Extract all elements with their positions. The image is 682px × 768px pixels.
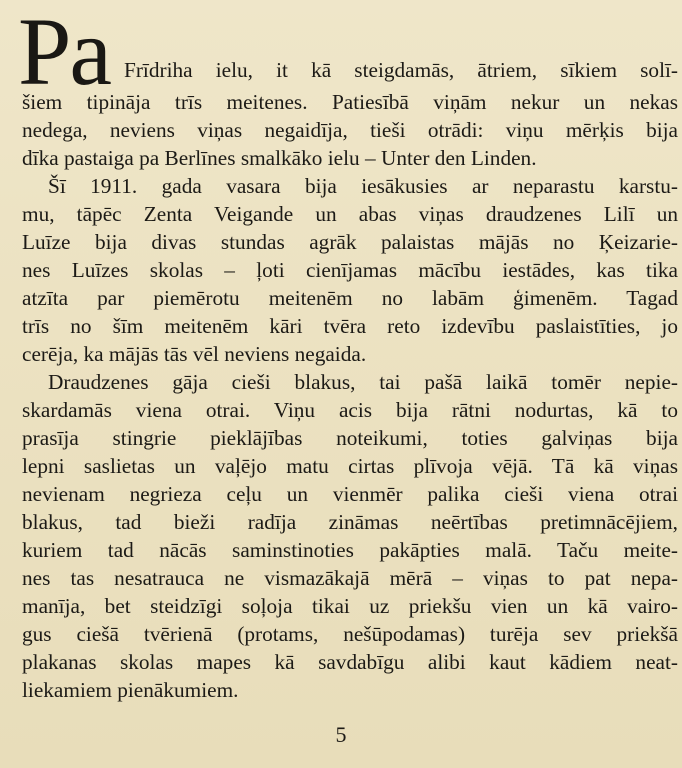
text-line: skardamās viena otrai. Viņu acis bija rātni nodurtas, kā to xyxy=(22,398,678,422)
text-line: lepni saslietas un vaļējo matu cirtas plīvoja vējā. Tā kā viņas xyxy=(22,454,678,478)
text-line: dīka pastaiga pa Berlīnes smalkāko ielu – Unter den Linden. xyxy=(22,146,537,170)
text-line: nes Luīzes skolas – ļoti cienījamas mācību iestādes, kas tika xyxy=(22,258,678,282)
text-line: Šī 1911. gada vasara bija iesākusies ar neparastu karstu- xyxy=(48,174,678,198)
text-line: liekamiem pienākumiem. xyxy=(22,678,239,702)
text-line: blakus, tad bieži radīja zināmas neērtības pretimnācējiem, xyxy=(22,510,678,534)
text-line: nedega, neviens viņas negaidīja, tieši otrādi: viņu mērķis bija xyxy=(22,118,678,142)
text-line: trīs no šīm meitenēm kāri tvēra reto izdevību paslaistīties, jo xyxy=(22,314,678,338)
drop-cap: Pa xyxy=(18,0,110,105)
text-line: cerēja, ka mājās tās vēl neviens negaida. xyxy=(22,342,367,366)
text-line: plakanas skolas mapes kā savdabīgu alibi kaut kādiem neat- xyxy=(22,650,678,674)
text-line: Luīze bija divas stundas agrāk palaistas mājās no Ķeizarie- xyxy=(22,230,678,254)
text-line: Draudzenes gāja cieši blakus, tai pašā laikā tomēr nepie- xyxy=(48,370,678,394)
text-line: nevienam negrieza ceļu un vienmēr palika cieši viena otrai xyxy=(22,482,678,506)
text-line: gus ciešā tvērienā (protams, nešūpodamas) turēja sev priekšā xyxy=(22,622,678,646)
text-line: šiem tipināja trīs meitenes. Patiesībā viņām nekur un nekas xyxy=(22,90,678,114)
text-line: Frīdriha ielu, it kā steigdamās, ātriem, sīkiem solī- xyxy=(124,58,678,82)
text-line: mu, tāpēc Zenta Veigande un abas viņas draudzenes Lilī un xyxy=(22,202,678,226)
page-number: 5 xyxy=(335,722,347,747)
text-line: kuriem tad nācās saminstinoties pakāpties malā. Taču meite- xyxy=(22,538,678,562)
text-line: atzīta par piemērotu meitenēm no labām ģimenēm. Tagad xyxy=(22,286,678,310)
text-line: nes tas nesatrauca ne vismazākajā mērā – viņas to pat nepa- xyxy=(22,566,678,590)
text-line: manīja, bet steidzīgi soļoja tikai uz priekšu vien un kā vairo- xyxy=(22,594,678,618)
text-line: prasīja stingrie pieklājības noteikumi, toties galviņas bija xyxy=(22,426,678,450)
